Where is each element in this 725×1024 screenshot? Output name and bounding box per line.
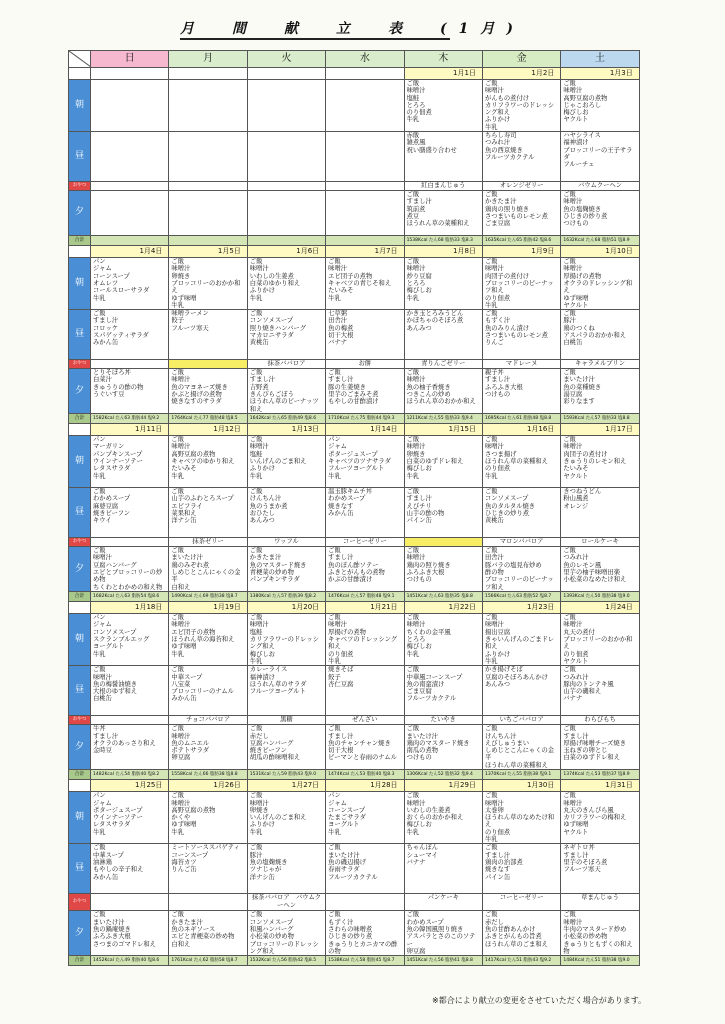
- breakfast-cell: ご飯 味噌汁 がんもの煮付け カリフラワーのドレッシング和え ふりかけ 牛乳: [482, 80, 560, 132]
- totals-row: [69, 770, 640, 780]
- lunch-cell: ご飯 中華風コーンスープ 魚の南蛮漬け ごま豆腐 フルーツカクテル: [404, 666, 482, 716]
- dinner-cell: ご飯 かきたま汁 魚のマスタード焼き 青梗菜の炒め物 パンプキンサラダ: [247, 547, 325, 592]
- meal-label-snack: おやつ: [69, 360, 91, 369]
- dinner-cell: ご飯 かきたま汁 魚のネギソース エビと青梗菜の炒め物 白和え: [169, 911, 247, 956]
- totals-cell: 1682Kcal たん63 脂肪54 塩8.6: [91, 592, 169, 602]
- meal-label-total: 合計: [69, 770, 91, 780]
- lunch-row: [69, 488, 640, 538]
- snack-row: [69, 538, 640, 547]
- monthly-menu-table: [68, 50, 640, 966]
- snack-cell: 黒糖: [247, 716, 325, 725]
- totals-cell: [247, 236, 325, 246]
- breakfast-cell: ご飯 味噌汁 厚揚げの煮物 キャベツのドレッシング和え のり佃煮 牛乳: [326, 614, 404, 666]
- date-cell: 1月2日: [482, 68, 560, 80]
- totals-cell: [169, 236, 247, 246]
- breakfast-row: [69, 792, 640, 844]
- date-cell: 1月31日: [561, 780, 639, 792]
- day-header-fri: 金: [482, 51, 560, 68]
- date-row: [69, 68, 640, 80]
- breakfast-cell: パン ジャム コーンスープ オムレツ コールスローサラダ 牛乳: [91, 258, 169, 310]
- totals-cell: 1482Kcal たん54 脂肪40 塩8.2: [91, 770, 169, 780]
- snack-cell: マロンババロア: [482, 538, 560, 547]
- totals-cell: 1635Kcal たん65 脂肪42 塩8.6: [482, 236, 560, 246]
- totals-cell: 1484Kcal たん51 脂肪38 塩9.0: [561, 956, 639, 966]
- date-cell: 1月1日: [404, 68, 482, 80]
- snack-cell: [91, 894, 169, 911]
- snack-cell: ぜんざい: [326, 716, 404, 725]
- date-cell: [247, 68, 325, 80]
- date-cell: 1月16日: [482, 424, 560, 436]
- snack-cell: [247, 182, 325, 191]
- meal-label-total: 合計: [69, 592, 91, 602]
- date-cell: 1月29日: [404, 780, 482, 792]
- snack-cell: 青りんごゼリー: [404, 360, 482, 369]
- meal-label-breakfast: 朝: [69, 614, 91, 666]
- lunch-cell: ご飯 まいたけ汁 魚の磯辺揚げ 春雨サラダ フルーツカクテル: [326, 844, 404, 894]
- totals-cell: 1710Kcal たん75 脂肪44 塩9.3: [326, 414, 404, 424]
- breakfast-cell: パン ジャム コンソメスープ スクランブルエッグ ヨーグルト 牛乳: [91, 614, 169, 666]
- lunch-cell: ご飯 コンソメスープ 魚のタルタル焼き ひじきの炒り煮 黄桃缶: [482, 488, 560, 538]
- lunch-cell: ご飯 すまし汁 鶏肉の治部煮 焼きなす パイン缶: [482, 844, 560, 894]
- totals-cell: [326, 236, 404, 246]
- date-cell: 1月5日: [169, 246, 247, 258]
- meal-label-dinner: 夕: [69, 369, 91, 414]
- lunch-cell: ご飯 すまし汁 コロッケ スパゲッティサラダ みかん缶: [91, 310, 169, 360]
- totals-cell: 1374Kcal たん53 脂肪37 塩8.9: [561, 770, 639, 780]
- lunch-cell: ご飯 味噌汁 魚の梅醤油焼き 大根のゆず和え 白桃缶: [91, 666, 169, 716]
- totals-cell: 1642Kcal たん65 脂肪49 塩8.6: [247, 414, 325, 424]
- date-cell: 1月26日: [169, 780, 247, 792]
- breakfast-cell: ご飯 味噌汁 太巻卵 ほうれん草のなめたけ和え のり佃煮 牛乳: [482, 792, 560, 844]
- dinner-cell: ご飯 けんちん汁 えびしゅうまい しめじとこんにゃくの金平 ほうれん草の菜種和え: [482, 725, 560, 770]
- dinner-cell: [91, 191, 169, 236]
- date-row: [69, 246, 640, 258]
- snack-cell: マドレーヌ: [482, 360, 560, 369]
- page-title: 月 間 献 立 表 (1月): [180, 18, 450, 40]
- totals-cell: 1490Kcal たん69 脂肪38 塩8.7: [169, 592, 247, 602]
- lunch-row: [69, 844, 640, 894]
- corner-diagonal: [69, 51, 91, 67]
- snack-cell: [91, 716, 169, 725]
- breakfast-row: [69, 80, 640, 132]
- meal-label-total: 合計: [69, 236, 91, 246]
- date-row-spacer: [69, 68, 91, 80]
- meal-label-lunch: 昼: [69, 132, 91, 182]
- date-cell: 1月18日: [91, 602, 169, 614]
- totals-cell: 1538Kcal たん58 脂肪45 塩8.7: [326, 956, 404, 966]
- menu-body: [69, 68, 640, 966]
- day-header-sat: 土: [561, 51, 639, 68]
- date-cell: 1月20日: [247, 602, 325, 614]
- lunch-cell: ハヤシライス 福神漬け ブロッコリーの王子サラダ フルーチェ: [561, 132, 639, 182]
- snack-cell: 抹茶ババロア: [247, 360, 325, 369]
- date-cell: 1月23日: [482, 602, 560, 614]
- breakfast-cell: ご飯 味噌汁 ちくわの金平風 とろろ 梅びしお 牛乳: [404, 614, 482, 666]
- breakfast-row: [69, 436, 640, 488]
- dinner-cell: ご飯 すまし汁 厚揚げ味噌チーズ焼き 玉ねぎの卵とじ 白菜のゆずドレ和え: [561, 725, 639, 770]
- date-cell: 1月8日: [404, 246, 482, 258]
- snack-row: [69, 182, 640, 191]
- dinner-row: [69, 547, 640, 592]
- snack-cell: [91, 182, 169, 191]
- breakfast-cell: ご飯 味噌汁 エビ団子の煮物 ほうれん草の海苔和え ゆず味噌 牛乳: [169, 614, 247, 666]
- dinner-cell: ご飯 味噌汁 魚のムニエル ポテトサラダ 卵豆腐: [169, 725, 247, 770]
- snack-cell: ワッフル: [247, 538, 325, 547]
- totals-cell: 1761Kcal たん62 脂肪58 塩8.7: [169, 956, 247, 966]
- dinner-cell: ご飯 赤だし 豆腐ハンバーグ 焼きビーフン 胡瓜の酢味噌和え: [247, 725, 325, 770]
- totals-cell: 1370Kcal たん55 脂肪38 塩9.1: [482, 770, 560, 780]
- snack-cell: いちごババロア: [482, 716, 560, 725]
- snack-cell: [169, 182, 247, 191]
- meal-label-dinner: 夕: [69, 911, 91, 956]
- breakfast-cell: ご飯 味噌汁 高野豆腐の煮物 キャベツのゆかり和え たいみそ 牛乳: [169, 436, 247, 488]
- lunch-cell: [326, 132, 404, 182]
- lunch-cell: きつねうどん 粉山風煮 オレンジ: [561, 488, 639, 538]
- lunch-cell: ちらし寿司 つみれ汁 魚の西京焼き フルーツカクテル: [482, 132, 560, 182]
- date-row-spacer: [69, 602, 91, 614]
- meal-label-breakfast: 朝: [69, 792, 91, 844]
- lunch-cell: ミートソーススパゲティ コーンスープ 海苔カツ りんご缶: [169, 844, 247, 894]
- lunch-cell: ご飯 中華スープ 油淋鶏 もやしの辛子和え みかん缶: [91, 844, 169, 894]
- lunch-cell: [247, 132, 325, 182]
- snack-cell: 紅白まんじゅう: [404, 182, 482, 191]
- date-cell: 1月22日: [404, 602, 482, 614]
- dinner-cell: とりそぼろ丼 白菜汁 きゅうりの酢の物 うぐいす豆: [91, 369, 169, 414]
- dinner-cell: ご飯 もずく汁 さわらの味噌煮 ひじきの炒り煮 きゅうりとカニカマの酢の物: [326, 911, 404, 956]
- date-row-spacer: [69, 424, 91, 436]
- date-cell: 1月10日: [561, 246, 639, 258]
- lunch-cell: [169, 132, 247, 182]
- dinner-cell: 親子丼 すまし汁 ふろふき大根 つけもの: [482, 369, 560, 414]
- breakfast-cell: ご飯 味噌汁 丸天の煮付 ブロッコリーのおかか和え のり佃煮 ヤクルト: [561, 614, 639, 666]
- lunch-cell: ご飯 中華スープ 八宝菜 ブロッコリーのナムル みかん缶: [169, 666, 247, 716]
- snack-cell: [169, 894, 247, 911]
- lunch-cell: 味噌ラーメン 餃子 フルーツ寒天: [169, 310, 247, 360]
- date-cell: 1月19日: [169, 602, 247, 614]
- breakfast-cell: ご飯 味噌汁 卵焼き 白菜のゆずドレ和え 梅びしお 牛乳: [404, 436, 482, 488]
- totals-cell: 1451Kcal たん56 脂肪41 塩8.8: [404, 956, 482, 966]
- meal-label-breakfast: 朝: [69, 436, 91, 488]
- meal-label-lunch: 昼: [69, 310, 91, 360]
- snack-cell: 抹茶ババロア バウムクーヘン: [247, 894, 325, 911]
- date-cell: [169, 68, 247, 80]
- dinner-cell: ご飯 わかめスープ 魚の韓国風照り焼き アスパラとさのこのソテー 卵豆腐: [404, 911, 482, 956]
- meal-label-lunch: 昼: [69, 666, 91, 716]
- lunch-cell: かき玉とろみうどん かぼちゃのそぼろ煮 あんみつ: [404, 310, 482, 360]
- snack-cell: [404, 538, 482, 547]
- breakfast-cell: [169, 80, 247, 132]
- table-corner: [69, 51, 91, 68]
- snack-cell: チョコババロア: [169, 716, 247, 725]
- lunch-cell: ご飯 つみれ汁 豚肉のトンテキ風 山芋の磯和え バナナ: [561, 666, 639, 716]
- snack-cell: たいやき: [404, 716, 482, 725]
- date-cell: 1月3日: [561, 68, 639, 80]
- lunch-cell: ネギトロ丼 すまし汁 里芋のそぼろ煮 フルーツ寒天: [561, 844, 639, 894]
- lunch-cell: カレーライス 福神漬け ほうれん草のサラダ フルーツヨーグルト: [247, 666, 325, 716]
- lunch-row: [69, 666, 640, 716]
- snack-cell: [169, 360, 247, 369]
- meal-label-breakfast: 朝: [69, 80, 91, 132]
- menu-sheet: [68, 50, 639, 990]
- breakfast-cell: ご飯 味噌汁 いわしの生姜煮 白菜のゆかり和え ふりかけ 牛乳: [247, 258, 325, 310]
- meal-label-dinner: 夕: [69, 547, 91, 592]
- snack-cell: [326, 182, 404, 191]
- day-header-tue: 火: [247, 51, 325, 68]
- dinner-cell: ご飯 すまし汁 豚の生姜焼き 里芋のごまみそ煮 もやしの甘酢漬け: [326, 369, 404, 414]
- totals-cell: 1566Kcal たん63 脂肪52 塩8.7: [482, 592, 560, 602]
- dinner-cell: ご飯 すまし汁 魚のぽん酢ソテー ふきとがんもの煮物 かぶの甘酢漬け: [326, 547, 404, 592]
- day-header-mon: 月: [169, 51, 247, 68]
- meal-label-lunch: 昼: [69, 488, 91, 538]
- totals-cell: 1695Kcal たん61 脂肪48 塩8.8: [482, 414, 560, 424]
- dinner-row: [69, 725, 640, 770]
- breakfast-cell: ご飯 味噌汁 さつま揚げ ほうれん草の菜種和え のり佃煮 牛乳: [482, 436, 560, 488]
- breakfast-cell: ご飯 味噌汁 エビ団子の煮物 キャベツの青じそ和え たいみそ 牛乳: [326, 258, 404, 310]
- totals-cell: 1476Kcal たん57 脂肪48 塩9.1: [326, 592, 404, 602]
- day-header-wed: 水: [326, 51, 404, 68]
- date-cell: 1月27日: [247, 780, 325, 792]
- lunch-row: [69, 310, 640, 360]
- breakfast-cell: パン ジャム ポタージュスープ ウインナーソテー レタスサラダ 牛乳: [91, 792, 169, 844]
- lunch-cell: ご飯 わかめスープ 麻婆豆腐 焼きビーフン キウイ: [91, 488, 169, 538]
- lunch-cell: 七草粥 田舎汁 魚の梅煮 切干大根 バナナ: [326, 310, 404, 360]
- totals-cell: 1452Kcal たん49 脂肪40 塩8.6: [91, 956, 169, 966]
- totals-row: [69, 956, 640, 966]
- meal-label-snack: おやつ: [69, 716, 91, 725]
- lunch-cell: ご飯 もずく汁 魚のみりん漬け さつまいものレモン煮 りんご: [482, 310, 560, 360]
- totals-cell: 1532Kcal たん56 脂肪42 塩8.5: [247, 956, 325, 966]
- date-cell: 1月24日: [561, 602, 639, 614]
- date-cell: 1月30日: [482, 780, 560, 792]
- breakfast-cell: ご飯 味噌汁 丸天のきんぴら風 カリフラワーの梅和え ゆず味噌 ヤクルト: [561, 792, 639, 844]
- date-cell: [326, 68, 404, 80]
- breakfast-cell: [91, 80, 169, 132]
- breakfast-cell: パン ジャム コーンスープ たまごサラダ ヨーグルト 牛乳: [326, 792, 404, 844]
- dinner-cell: ご飯 田舎汁 豚バラの塩見布炒め 酢の物 ブロッコリーのピーナッツ和え: [482, 547, 560, 592]
- breakfast-cell: ご飯 味噌汁 卵焼き いんげんのごま和え ふりかけ 牛乳: [247, 792, 325, 844]
- dinner-cell: ご飯 すまし汁 魚のチャンチャン焼き 切干大根 ピーマンと春雨のナムル: [326, 725, 404, 770]
- dinner-row: [69, 911, 640, 956]
- dinner-cell: ご飯 味噌汁 鶏肉の照り焼き ふろふき大根 つけもの: [404, 547, 482, 592]
- breakfast-cell: ご飯 味噌汁 厚揚げの煮物 オクラのドレッシング和え ゆず味噌 ヤクルト: [561, 258, 639, 310]
- totals-cell: 1417Kcal たん51 脂肪43 塩9.2: [482, 956, 560, 966]
- snack-cell: コーヒーゼリー: [482, 894, 560, 911]
- date-cell: 1月4日: [91, 246, 169, 258]
- dinner-cell: 牛丼 すまし汁 オクラのあっさり和え 金時豆: [91, 725, 169, 770]
- dinner-cell: ご飯 赤だし 魚の甘酢あんかけ ふきとがんもの旨煮 ほうれん草のごま和え: [482, 911, 560, 956]
- date-row: [69, 602, 640, 614]
- breakfast-cell: ご飯 味噌汁 塩鮭 とろろ のり佃煮 牛乳: [404, 80, 482, 132]
- totals-cell: 1474Kcal たん53 脂肪40 塩8.3: [326, 770, 404, 780]
- totals-cell: 1764Kcal たん77 脂肪48 塩8.5: [169, 414, 247, 424]
- totals-cell: 1531Kcal たん59 脂肪43 塩9.0: [247, 770, 325, 780]
- breakfast-row: [69, 258, 640, 310]
- snack-row: [69, 360, 640, 369]
- dinner-cell: ご飯 まいたけ汁 鶏肉のマスタード焼き 南瓜の煮物 つけもの: [404, 725, 482, 770]
- snack-cell: [326, 894, 404, 911]
- breakfast-cell: [326, 80, 404, 132]
- totals-cell: 1632Kcal たん68 脂肪51 塩8.9: [561, 236, 639, 246]
- totals-cell: 1593Kcal たん57 脂肪33 塩8.8: [561, 414, 639, 424]
- dinner-cell: ご飯 まいたけ汁 魚の菜種焼き 湯豆腐 彩りなます: [561, 369, 639, 414]
- date-cell: 1月13日: [247, 424, 325, 436]
- totals-cell: 1393Kcal たん50 脂肪38 塩9.0: [561, 592, 639, 602]
- date-cell: 1月25日: [91, 780, 169, 792]
- snack-cell: 草まんじゅう: [561, 894, 639, 911]
- lunch-cell: 赤飯 雑煮風 祝い膳盛り合わせ: [404, 132, 482, 182]
- lunch-cell: 焼きそば 餃子 杏仁豆腐: [326, 666, 404, 716]
- breakfast-cell: ご飯 味噌汁 揚出豆腐 きゃいんげんのごまドレ和え ふりかけ 牛乳: [482, 614, 560, 666]
- dinner-cell: [247, 191, 325, 236]
- dinner-cell: ご飯 コンソメスープ 和風ハンバーグ 小松菜の炒め物 ブロッコリーのドレッシング和え: [247, 911, 325, 956]
- lunch-cell: ご飯 山芋のふわとろスープ エビフライ 菜果和え 洋ナシ缶: [169, 488, 247, 538]
- meal-label-snack: おやつ: [69, 538, 91, 547]
- meal-label-breakfast: 朝: [69, 258, 91, 310]
- snack-cell: わらびもち: [561, 716, 639, 725]
- dinner-cell: ご飯 味噌汁 豆腐ハンバーグ エビとブロッコリーの炒め物 ちくわとわかめの和え物: [91, 547, 169, 592]
- date-cell: 1月6日: [247, 246, 325, 258]
- dinner-cell: ご飯 かきたま汁 鶏肉の照り焼き さつまいものレモン煮 ごま豆腐: [482, 191, 560, 236]
- lunch-cell: ご飯 コンソメスープ 照り焼きハンバーグ マカロニサラダ 黄桃缶: [247, 310, 325, 360]
- dinner-cell: ご飯 まいたけ汁 魚の鍋庵焼き ふろふき大根 さつまのゴマドレ和え: [91, 911, 169, 956]
- day-header-sun: 日: [91, 51, 169, 68]
- date-cell: 1月9日: [482, 246, 560, 258]
- meal-label-total: 合計: [69, 956, 91, 966]
- lunch-cell: かき揚げそば 豆腐のそぼろあんかけ あんみつ: [482, 666, 560, 716]
- snack-cell: [91, 538, 169, 547]
- date-cell: 1月17日: [561, 424, 639, 436]
- lunch-cell: [91, 132, 169, 182]
- snack-cell: ロールケーキ: [561, 538, 639, 547]
- dinner-cell: [326, 191, 404, 236]
- date-row-spacer: [69, 780, 91, 792]
- breakfast-cell: ご飯 味噌汁 卵焼き ブロッコリーのおかか和え ゆず味噌 牛乳: [169, 258, 247, 310]
- date-cell: 1月11日: [91, 424, 169, 436]
- snack-cell: オレンジゼリー: [482, 182, 560, 191]
- dinner-row: [69, 369, 640, 414]
- breakfast-row: [69, 614, 640, 666]
- totals-cell: 1211Kcal たん55 脂肪33 塩9.4: [404, 414, 482, 424]
- dinner-cell: ご飯 まいたけ汁 鶏のみぞれ煮 しめじとこんにゃくの金平 白和え: [169, 547, 247, 592]
- totals-row: [69, 236, 640, 246]
- lunch-cell: ご飯 豚汁 魚の塩麹焼き ツナじゃが 洋ナシ缶: [247, 844, 325, 894]
- snack-cell: 抹茶ゼリー: [169, 538, 247, 547]
- breakfast-cell: パン マーガリン パンプキンスープ ウインナーソテー レタスサラダ 牛乳: [91, 436, 169, 488]
- date-cell: 1月28日: [326, 780, 404, 792]
- snack-cell: お餅: [326, 360, 404, 369]
- breakfast-cell: ご飯 味噌汁 肉団子の煮付け ブロッコリーのピーナッツ和え のり佃煮 牛乳: [482, 258, 560, 310]
- breakfast-cell: ご飯 味噌汁 高野豆腐の煮物 じゃこおろし 梅びしお ヤクルト: [561, 80, 639, 132]
- breakfast-cell: ご飯 味噌汁 高野豆腐の煮物 かくや ゆず味噌 牛乳: [169, 792, 247, 844]
- breakfast-cell: [247, 80, 325, 132]
- meal-label-dinner: 夕: [69, 191, 91, 236]
- dinner-cell: ご飯 味噌汁 牛肉のマスタード炒め 小松菜の炒め物 きゅうりともずくの和え物: [561, 911, 639, 956]
- lunch-cell: ご飯 豚汁 鶏のつくね アスパラのおかか和え 白桃缶: [561, 310, 639, 360]
- lunch-cell: ご飯 すまし汁 えびチリ 山芋の酢の物 パイン缶: [404, 488, 482, 538]
- snack-cell: キャラメルプリン: [561, 360, 639, 369]
- snack-row: [69, 894, 640, 911]
- date-row: [69, 780, 640, 792]
- totals-row: [69, 592, 640, 602]
- meal-label-snack: おやつ: [69, 894, 91, 911]
- breakfast-cell: パン ジャム ポタージュスープ キャベツのツナサラダ フルーツヨーグルト 牛乳: [326, 436, 404, 488]
- lunch-cell: ちゃんぽん シューマイ バナナ: [404, 844, 482, 894]
- dinner-cell: ご飯 味噌汁 魚の塩麹焼き ひじきの炒り煮 つけもの: [561, 191, 639, 236]
- date-cell: 1月12日: [169, 424, 247, 436]
- date-cell: 1月7日: [326, 246, 404, 258]
- meal-label-lunch: 昼: [69, 844, 91, 894]
- totals-cell: 1558Kcal たん66 脂肪38 塩8.8: [169, 770, 247, 780]
- dinner-cell: ご飯 つみれ汁 魚のレモン風 里芋の柚子味噌田楽 小松菜のなめたけ和え: [561, 547, 639, 592]
- breakfast-cell: ご飯 味噌汁 炒り豆腐 とろろ 梅びしお 牛乳: [404, 258, 482, 310]
- meal-label-total: 合計: [69, 414, 91, 424]
- totals-cell: [91, 236, 169, 246]
- lunch-cell: ご飯 けんちん汁 魚のうまか煮 おひたし あんみつ: [247, 488, 325, 538]
- dinner-cell: ご飯 味噌汁 魚のマヨネーズ焼き かぶと揚げの煮物 焼きなすのサラダ: [169, 369, 247, 414]
- dinner-row: [69, 191, 640, 236]
- totals-row: [69, 414, 640, 424]
- dinner-cell: [169, 191, 247, 236]
- lunch-cell: 温玉豚キムチ丼 わかめスープ 焼きなす みかん缶: [326, 488, 404, 538]
- breakfast-cell: ご飯 味噌汁 いわしの生姜煮 おくらのおかか和え 梅びしお 牛乳: [404, 792, 482, 844]
- totals-cell: 1451Kcal たん63 脂肪35 塩8.8: [404, 592, 482, 602]
- date-cell: 1月15日: [404, 424, 482, 436]
- totals-cell: 1380Kcal たん57 脂肪39 塩8.2: [247, 592, 325, 602]
- day-header-thu: 木: [404, 51, 482, 68]
- snack-cell: [91, 360, 169, 369]
- snack-cell: パンケーキ: [404, 894, 482, 911]
- breakfast-cell: ご飯 味噌汁 塩鮭 カリフラワーのドレッシング和え 梅びしお 牛乳: [247, 614, 325, 666]
- date-cell: 1月21日: [326, 602, 404, 614]
- totals-cell: 1582Kcal たん63 脂肪44 塩9.2: [91, 414, 169, 424]
- footer-note: ※都合により献立の変更をさせていただく場合があります。: [432, 996, 647, 1005]
- snack-cell: コーヒーゼリー: [326, 538, 404, 547]
- snack-row: [69, 716, 640, 725]
- date-cell: [91, 68, 169, 80]
- meal-label-dinner: 夕: [69, 725, 91, 770]
- breakfast-cell: ご飯 味噌汁 塩鮭 いんげんのごま和え ふりかけ 牛乳: [247, 436, 325, 488]
- dinner-cell: ご飯 味噌汁 魚の柚子香焼き つきこんの炒め ほうれん草のおかか和え: [404, 369, 482, 414]
- date-cell: 1月14日: [326, 424, 404, 436]
- date-row-spacer: [69, 246, 91, 258]
- dinner-cell: ご飯 すまし汁 筑前煮 煮豆 ほうれん草の菜種和え: [404, 191, 482, 236]
- dinner-cell: ご飯 すまし汁 吉野煮 きんぴらごぼう ほうれん草のピーナッツ和え: [247, 369, 325, 414]
- snack-cell: バウムクーヘン: [561, 182, 639, 191]
- totals-cell: 1538Kcal たん68 脂肪33 塩8.3: [404, 236, 482, 246]
- totals-cell: 1306Kcal たん52 脂肪32 塩9.4: [404, 770, 482, 780]
- date-row: [69, 424, 640, 436]
- breakfast-cell: ご飯 味噌汁 肉団子の煮付け きゅうりのレモン和え たいみそ ヤクルト: [561, 436, 639, 488]
- meal-label-snack: おやつ: [69, 182, 91, 191]
- lunch-row: [69, 132, 640, 182]
